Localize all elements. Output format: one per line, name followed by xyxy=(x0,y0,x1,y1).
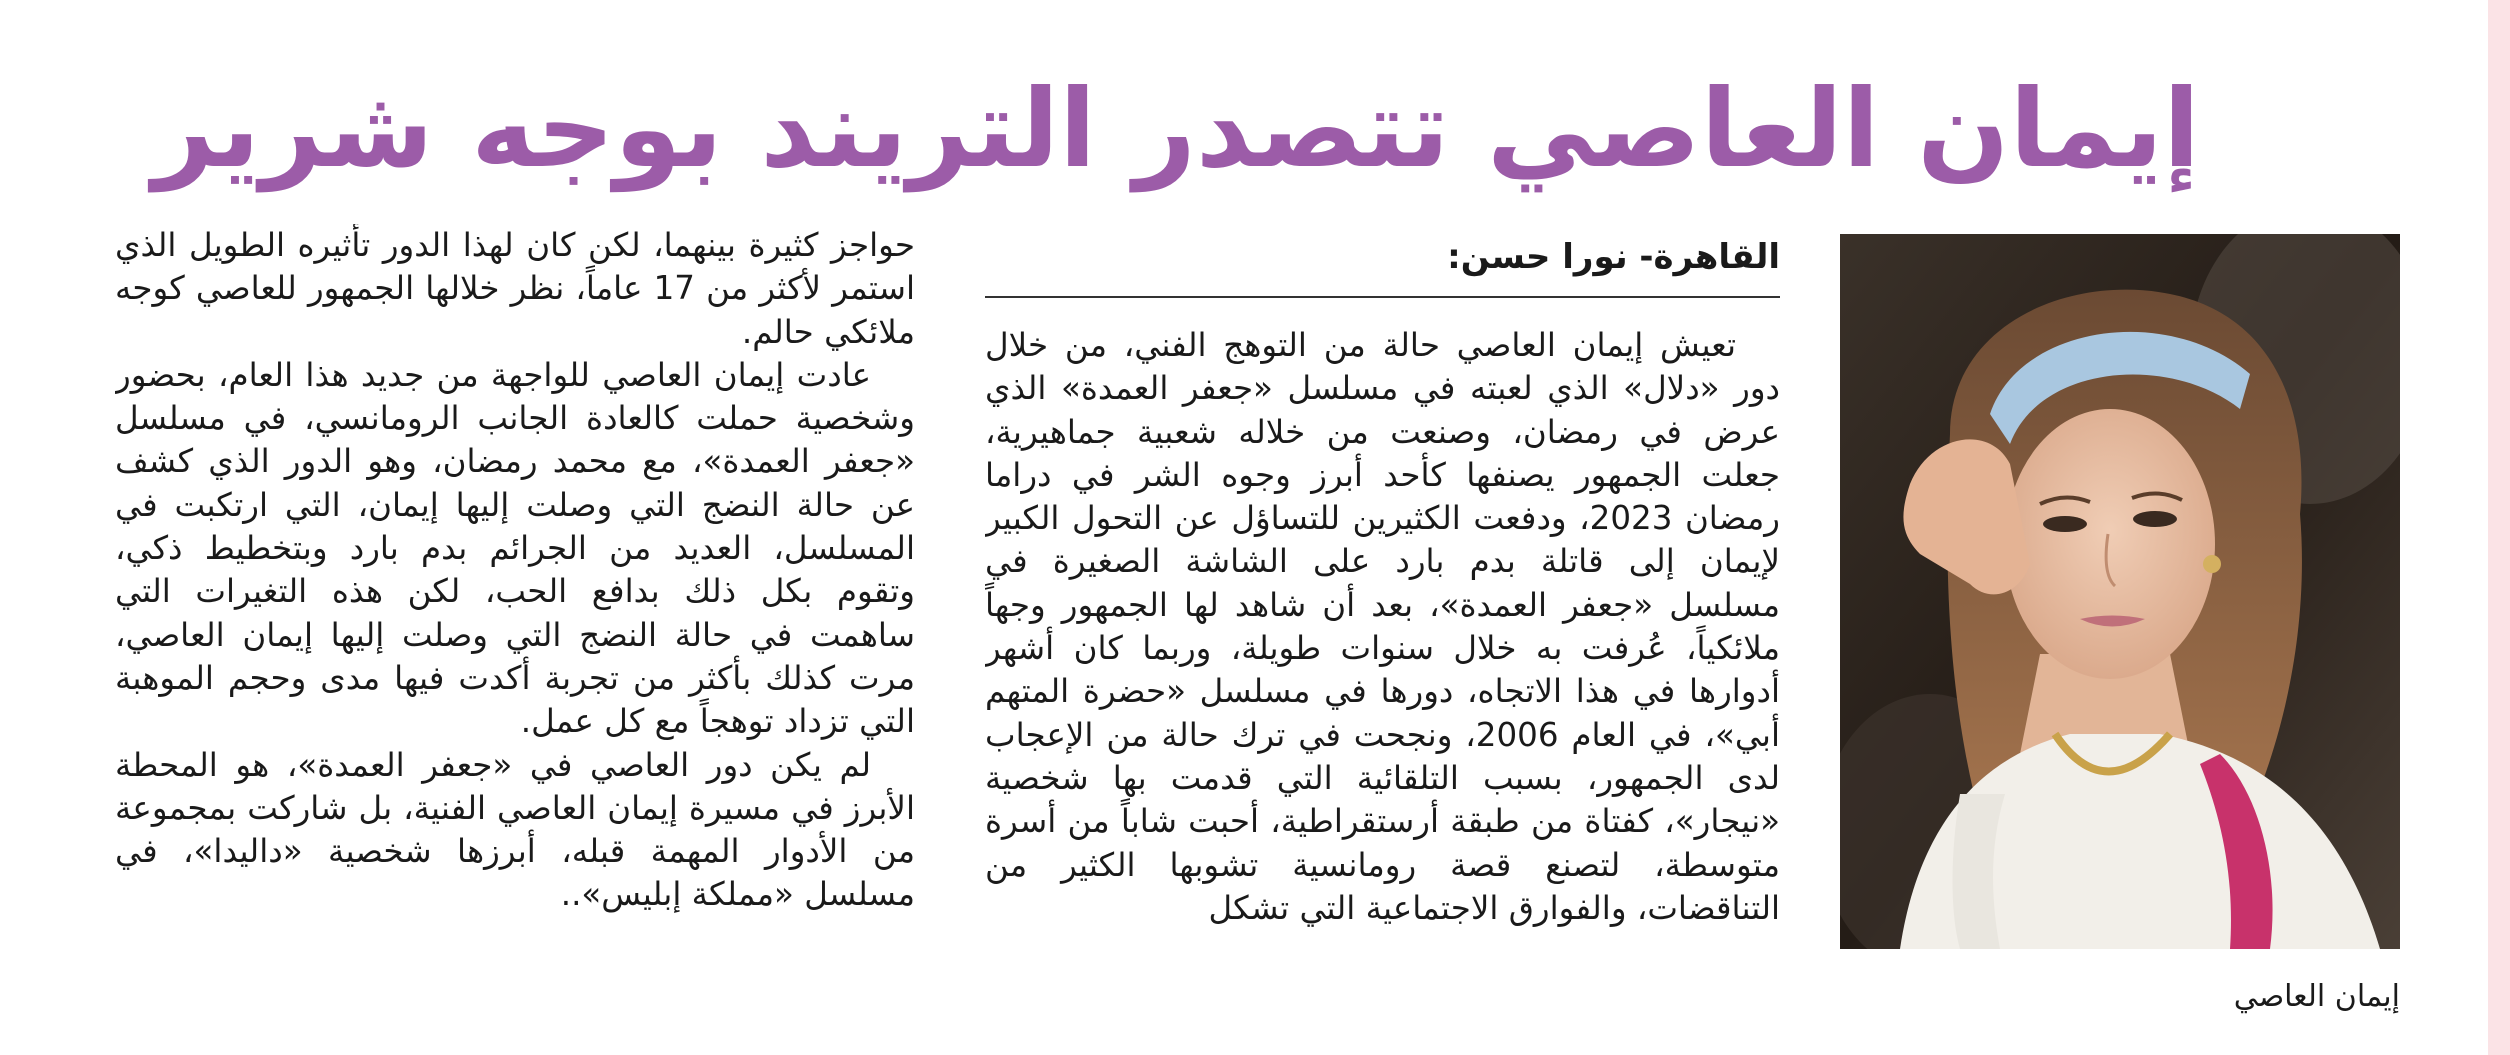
article-column-right xyxy=(985,324,1780,1024)
article-photo xyxy=(1840,234,2400,949)
paragraph: عادت إيمان العاصي للواجهة من جديد هذا العام، بحضور وشخصية حملت كالعادة الجانب الرومانسي، في مسلسل «جعفر العمدة»، مع محمد رمضان، وهو الدور الذي كشف عن حالة النضج التي وصلت إليها إيمان، التي ارتكبت في المسلسل، العديد من الجرائم بدم بارد وبتخطيط ذكي، وتقوم بكل ذلك بدافع الحب، لكن هذه التغيرات التي ساهمت في حالة النضج التي وصلت إليها إيمان العاصي، مرت كذلك بأكثر من تجربة أكدت فيها مدى وحجم الموهبة التي تزداد توهجاً مع كل عمل. xyxy=(115,355,915,741)
paragraph: حواجز كثيرة بينهما، لكن كان لهذا الدور تأثيره الطويل الذي استمر لأكثر من 17 عاماً، نظر خلالها الجمهور للعاصي كوجه ملائكي حالم. xyxy=(115,226,915,351)
article-column-left xyxy=(115,224,915,1024)
photo-caption: إيمان العاصي xyxy=(2233,979,2400,1014)
paragraph: لم يكن دور العاصي في «جعفر العمدة»، هو المحطة الأبرز في مسيرة إيمان العاصي الفنية، بل شاركت بمجموعة من الأدوار المهمة قبله، أبرزها شخصية «داليدا»، في مسلسل «مملكة إبليس».. xyxy=(115,745,915,914)
article-byline: القاهرة- نورا حسن: xyxy=(985,228,1780,298)
portrait-illustration xyxy=(1840,234,2400,949)
article-headline: إيمان العاصي تتصدر التريند بوجه شرير xyxy=(152,67,2200,192)
page-edge-strip xyxy=(2488,0,2510,1055)
paragraph: تعيش إيمان العاصي حالة من التوهج الفني، من خلال دور «دلال» الذي لعبته في مسلسل «جعفر العمدة» الذي عرض في رمضان، وصنعت من خلاله شعبية جماهيرية، جعلت الجمهور يصنفها كأحد أبرز وجوه الشر في دراما رمضان 2023، ودفعت الكثيرين للتساؤل عن التحول الكبير لإيمان إلى قاتلة بدم بارد على الشاشة الصغيرة في مسلسل «جعفر العمدة»، بعد أن شاهد لها الجمهور وجهاً ملائكياً، عُرفت به خلال سنوات طويلة، وربما كان أشهر أدوارها في هذا الاتجاه، دورها في مسلسل «حضرة المتهم أبي»، في العام 2006، ونجحت في ترك حالة من الإعجاب لدى الجمهور، بسبب التلقائية التي قدمت بها شخصية «نيجار»، كفتاة من طبقة أرستقراطية، أحبت شاباً من أسرة متوسطة، لتصنع قصة رومانسية تشوبها الكثير من التناقضات، والفوارق الاجتماعية التي تشكل xyxy=(985,326,1780,927)
